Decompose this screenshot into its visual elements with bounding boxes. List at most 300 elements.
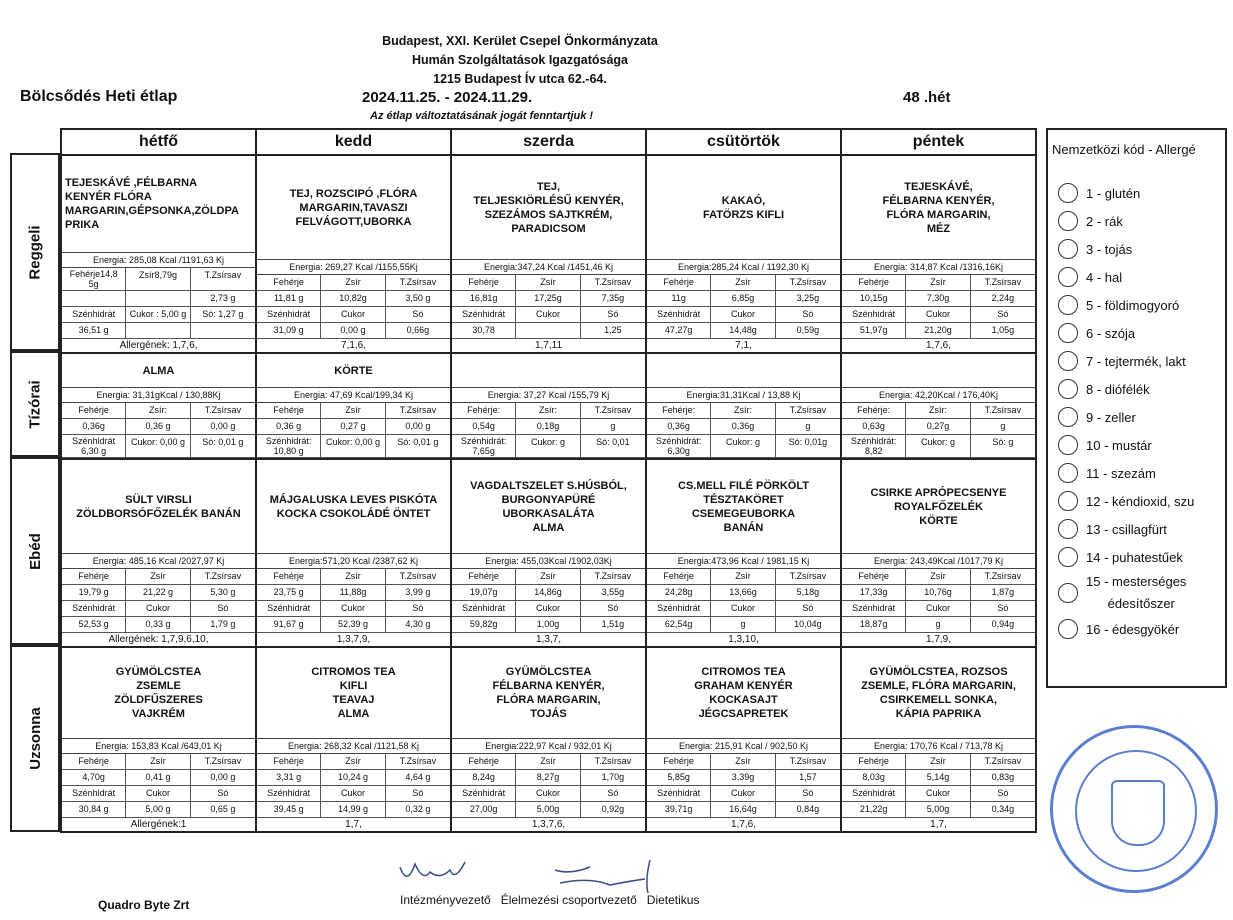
nutrition-value: Szénhidrát <box>62 601 126 617</box>
dish-name: KAKAÓ, FATÖRZS KIFLI <box>702 194 785 221</box>
nutrition-value: Só <box>581 786 645 802</box>
nutrition-value: T.Zsírsav <box>386 569 450 585</box>
nutrition-value: 51,97g <box>842 323 906 339</box>
allergen-list: 1,3,7, <box>535 634 562 645</box>
nutrition-grid <box>257 403 450 458</box>
org-line-3: 1215 Budapest Ív utca 62.-64. <box>433 72 607 86</box>
nutrition-value: 0,92g <box>581 802 645 818</box>
nutrition-value: 39,45 g <box>257 802 321 818</box>
nutrition-value: T.Zsírsav <box>581 403 645 419</box>
allergen-list: Allergének: 1,7,9,6,10, <box>108 634 209 645</box>
nutrition-value: 0,27 g <box>321 419 385 435</box>
allergen-list: Allergének: 1,7,6, <box>119 340 198 351</box>
nutrition-value: T.Zsírsav <box>191 569 255 585</box>
nutrition-value: Cukor <box>516 307 580 323</box>
nutrition-value: 0,41 g <box>126 770 190 786</box>
energy-value: Energia: 153,83 Kcal /643,01 Kj <box>62 738 255 754</box>
nutrition-value: Fehérje <box>257 569 321 585</box>
nutrition-value: Só: 0,01 g <box>386 435 450 458</box>
nutrition-value: 18,87g <box>842 617 906 633</box>
legend-item <box>1048 487 1225 515</box>
nutrition-value: 0,00 g <box>191 419 255 435</box>
nutrition-value: Fehérje14,8 5g <box>62 268 126 291</box>
allergen-list: Allergének:1 <box>130 819 187 830</box>
energy-value: Energia: 170,76 Kcal / 713,78 Kj <box>842 738 1035 754</box>
allergen-list: 1,7,11 <box>534 340 563 351</box>
nutrition-value: Cukor: 0,00 g <box>321 435 385 458</box>
nutrition-value: 0,65 g <box>191 802 255 818</box>
nutrition-value: Szénhidrát <box>452 601 516 617</box>
org-line-1: Budapest, XXI. Kerület Csepel Önkormányzata <box>382 34 658 48</box>
nutrition-value: Só <box>191 786 255 802</box>
nutrition-value <box>516 323 580 339</box>
official-stamp <box>1050 725 1218 893</box>
nutrition-value: 30,78 <box>452 323 516 339</box>
nutrition-value: 10,24 g <box>321 770 385 786</box>
nutrition-value: 2,24g <box>971 291 1035 307</box>
nutrition-value: Fehérje <box>257 275 321 291</box>
day-header-row <box>62 130 1035 156</box>
nutrition-grid <box>257 569 450 633</box>
nutrition-grid <box>62 754 255 818</box>
nutrition-value: 62,54g <box>647 617 711 633</box>
legend-label: 5 - földimogyoró <box>1086 297 1180 313</box>
nutrition-value: Zsír <box>906 569 970 585</box>
menu-cell-ebed-4 <box>842 460 1035 646</box>
legend-item <box>1048 291 1225 319</box>
nutrition-value: Só <box>191 601 255 617</box>
nutrition-value: 36,51 g <box>62 323 126 339</box>
menu-cell-tizorai-4 <box>842 354 1035 458</box>
nutrition-value: Cukor: 0,00 g <box>126 435 190 458</box>
nutrition-grid <box>62 403 255 458</box>
legend-label: 1 - glutén <box>1086 185 1141 201</box>
nutrition-value: Só <box>971 601 1035 617</box>
dish-name: TEJ, TELJESKIÖRLÉSŰ KENYÉR, SZEZÁMOS SAJTKRÉM, PARADICSOM <box>473 180 624 235</box>
nutrition-value: Cukor <box>321 307 385 323</box>
dish-name: ALMA <box>142 364 175 377</box>
nutrition-value: T.Zsírsav <box>581 754 645 770</box>
nutrition-value: Fehérje <box>452 754 516 770</box>
allergen-icon <box>1058 323 1078 343</box>
nutrition-value: g <box>776 419 840 435</box>
nutrition-value: 3,50 g <box>386 291 450 307</box>
legend-item <box>1048 207 1225 235</box>
menu-cell-reggeli-0 <box>62 156 257 352</box>
meal-row-reggeli <box>62 156 1035 354</box>
legend-label: 8 - diófélék <box>1086 381 1150 397</box>
nutrition-value: Fehérje <box>842 275 906 291</box>
nutrition-value: 4,64 g <box>386 770 450 786</box>
menu-cell-tizorai-1 <box>257 354 452 458</box>
nutrition-value: 52,53 g <box>62 617 126 633</box>
allergen-list: 1,7,6, <box>925 340 952 351</box>
nutrition-value: Zsír <box>711 569 775 585</box>
legend-item <box>1048 571 1225 615</box>
nutrition-value: 1,51g <box>581 617 645 633</box>
allergen-icon <box>1058 491 1078 511</box>
nutrition-value: Fehérje <box>257 754 321 770</box>
allergen-icon <box>1058 267 1078 287</box>
allergen-list: 1,3,7,6, <box>531 819 566 830</box>
legend-item <box>1048 431 1225 459</box>
menu-cell-uzsonna-2 <box>452 648 647 831</box>
allergen-list: 1,3,7,9, <box>336 634 371 645</box>
menu-cell-reggeli-2 <box>452 156 647 352</box>
nutrition-value: 0,59g <box>776 323 840 339</box>
nutrition-value: Só <box>776 786 840 802</box>
dish-name: CS.MELL FILÉ PÖRKÖLT TÉSZTAKÖRET CSEMEGEUBORKA BANÁN <box>678 479 809 534</box>
nutrition-grid <box>452 275 645 339</box>
dish-name: CITROMOS TEA KIFLI TEAVAJ ALMA <box>311 666 396 720</box>
legend-item <box>1048 319 1225 347</box>
nutrition-value: Cukor <box>516 786 580 802</box>
nutrition-value: Cukor <box>126 786 190 802</box>
nutrition-value: Szénhidrát <box>647 601 711 617</box>
nutrition-value: 1,70g <box>581 770 645 786</box>
legend-label: 16 - édesgyökér <box>1086 621 1180 637</box>
nutrition-value: 0,94g <box>971 617 1035 633</box>
nutrition-value: Szénhidrát <box>452 786 516 802</box>
nutrition-value: 19,07g <box>452 585 516 601</box>
nutrition-value: 0,27g <box>906 419 970 435</box>
nutrition-value: Szénhidrát: 8,82 <box>842 435 906 458</box>
dish-name: KÖRTE <box>334 364 373 377</box>
nutrition-value: 16,64g <box>711 802 775 818</box>
nutrition-value: 0,34g <box>971 802 1035 818</box>
nutrition-value: Zsír <box>906 754 970 770</box>
nutrition-value: Só <box>386 307 450 323</box>
nutrition-grid <box>647 754 840 818</box>
nutrition-value: 0,63g <box>842 419 906 435</box>
nutrition-value: T.Zsírsav <box>191 403 255 419</box>
energy-value: Energia: 31,31gKcal / 130,88Kj <box>62 387 255 403</box>
nutrition-value: 0,36g <box>711 419 775 435</box>
nutrition-value: 0,66g <box>386 323 450 339</box>
legend-label: 7 - tejtermék, lakt <box>1086 353 1186 369</box>
nutrition-value: 11,88g <box>321 585 385 601</box>
energy-value: Energia: 243,49Kcal /1017,79 Kj <box>842 553 1035 569</box>
signature-labels: Intézményvezető Élelmezési csoportvezető Dietetikus <box>400 893 700 907</box>
nutrition-value: Zsír <box>321 754 385 770</box>
nutrition-value: Fehérje <box>842 569 906 585</box>
nutrition-value: 16,81g <box>452 291 516 307</box>
allergen-icon <box>1058 519 1078 539</box>
nutrition-value: Cukor <box>516 601 580 617</box>
nutrition-value: Só <box>581 307 645 323</box>
nutrition-value: Zsír: <box>516 403 580 419</box>
nutrition-value: Szénhidrát <box>647 786 711 802</box>
energy-value: Energia:347,24 Kcal /1451,46 Kj <box>452 259 645 275</box>
nutrition-value: Zsír <box>126 754 190 770</box>
nutrition-value: Cukor <box>126 601 190 617</box>
nutrition-value: 19,79 g <box>62 585 126 601</box>
nutrition-value: Szénhidrát <box>452 307 516 323</box>
nutrition-value: Zsír <box>516 754 580 770</box>
dish-name: GYÜMÖLCSTEA FÉLBARNA KENYÉR, FLÓRA MARGARIN, TOJÁS <box>492 666 605 720</box>
nutrition-value: 17,33g <box>842 585 906 601</box>
legend-item <box>1048 375 1225 403</box>
allergen-list: 7,1, <box>735 340 752 351</box>
allergen-icon <box>1058 183 1078 203</box>
nutrition-value: 5,18g <box>776 585 840 601</box>
nutrition-value: 17,25g <box>516 291 580 307</box>
nutrition-value: g <box>906 617 970 633</box>
signature-2 <box>550 855 670 895</box>
nutrition-value: Cukor <box>321 601 385 617</box>
nutrition-value: T.Zsírsav <box>191 754 255 770</box>
week-number: 48 .hét <box>903 89 951 106</box>
day-wednesday: szerda <box>452 130 647 154</box>
nutrition-value: Só <box>776 307 840 323</box>
nutrition-value: Szénhidrát <box>62 786 126 802</box>
nutrition-value: 0,36g <box>62 419 126 435</box>
legend-item <box>1048 515 1225 543</box>
nutrition-value: 3,99 g <box>386 585 450 601</box>
nutrition-value: Cukor <box>321 786 385 802</box>
nutrition-value: 7,30g <box>906 291 970 307</box>
nutrition-value: 5,00g <box>906 802 970 818</box>
menu-cell-uzsonna-1 <box>257 648 452 831</box>
energy-value: Energia: 47,69 Kcal/199,34 Kj <box>257 387 450 403</box>
nutrition-value: g <box>971 419 1035 435</box>
nutrition-value: 1,00g <box>516 617 580 633</box>
nutrition-value: Szénhidrát <box>257 307 321 323</box>
nutrition-value: 10,76g <box>906 585 970 601</box>
menu-cell-uzsonna-4 <box>842 648 1035 831</box>
nutrition-value: Zsír <box>711 754 775 770</box>
energy-value: Energia:222,97 Kcal / 932,01 Kj <box>452 738 645 754</box>
nutrition-value: 6,85g <box>711 291 775 307</box>
menu-cell-reggeli-1 <box>257 156 452 352</box>
menu-cell-ebed-3 <box>647 460 842 646</box>
nutrition-value: Cukor : 5,00 g <box>126 307 190 323</box>
menu-cell-ebed-0 <box>62 460 257 646</box>
nutrition-value: 11g <box>647 291 711 307</box>
meal-label-uzsonna: Uzsonna <box>10 645 60 832</box>
nutrition-value: Fehérje <box>257 403 321 419</box>
nutrition-value: T.Zsírsav <box>776 754 840 770</box>
nutrition-value: 4,30 g <box>386 617 450 633</box>
nutrition-value: 1,87g <box>971 585 1035 601</box>
nutrition-value: 13,66g <box>711 585 775 601</box>
nutrition-grid <box>257 754 450 818</box>
nutrition-value: Zsír <box>321 569 385 585</box>
allergen-icon <box>1058 583 1078 603</box>
allergen-list: 1,3,10, <box>728 634 759 645</box>
menu-cell-uzsonna-3 <box>647 648 842 831</box>
legend-item <box>1048 403 1225 431</box>
nutrition-value: Só: g <box>971 435 1035 458</box>
energy-value: Energia:285,24 Kcal / 1192,30 Kj <box>647 259 840 275</box>
energy-value: Energia:571,20 Kcal /2387,62 Kj <box>257 553 450 569</box>
nutrition-value: 3,25g <box>776 291 840 307</box>
company-name: Quadro Byte Zrt <box>98 898 190 912</box>
nutrition-value: 14,86g <box>516 585 580 601</box>
legend-label: 15 - mesterséges édesítőszer <box>1086 574 1187 611</box>
nutrition-value: Zsír: <box>711 403 775 419</box>
nutrition-value: Fehérje <box>647 275 711 291</box>
nutrition-value: Szénhidrát 6,30 g <box>62 435 126 458</box>
nutrition-grid <box>257 275 450 339</box>
dish-name: MÁJGALUSKA LEVES PISKÓTA KOCKA CSOKOLÁDÉ ÖNTET <box>269 493 438 520</box>
energy-value: Energia: 314,87 Kcal /1316,16Kj <box>842 259 1035 275</box>
nutrition-value: Szénhidrát: 6,30g <box>647 435 711 458</box>
nutrition-value: Só <box>386 786 450 802</box>
nutrition-value: 5,00g <box>516 802 580 818</box>
legend-label: 10 - mustár <box>1086 437 1152 453</box>
nutrition-value: 59,82g <box>452 617 516 633</box>
dish-name: GYÜMÖLCSTEA ZSEMLE ZÖLDFŰSZERES VAJKRÉM <box>114 666 203 720</box>
legend-title: Nemzetközi kód - Allergé <box>1052 142 1196 157</box>
nutrition-grid <box>62 268 255 339</box>
meal-label-reggeli: Reggeli <box>10 153 60 351</box>
nutrition-value: Só: 0,01 <box>581 435 645 458</box>
nutrition-grid <box>452 754 645 818</box>
nutrition-value: Fehérje <box>62 754 126 770</box>
legend-label: 4 - hal <box>1086 269 1123 285</box>
dish-name <box>842 354 1035 387</box>
nutrition-grid <box>647 275 840 339</box>
nutrition-value: Szénhidrát <box>842 786 906 802</box>
nutrition-value: 31,09 g <box>257 323 321 339</box>
nutrition-grid <box>647 403 840 458</box>
date-range: 2024.11.25. - 2024.11.29. <box>362 89 533 106</box>
dish-name: TEJ, ROZSCIPÓ ,FLÓRA MARGARIN,TAVASZI FELVÁGOTT,UBORKA <box>289 187 418 228</box>
allergen-list: 1,7,9, <box>925 634 952 645</box>
nutrition-value: 14,99 g <box>321 802 385 818</box>
nutrition-value: T.Zsírsav <box>776 275 840 291</box>
nutrition-value: 21,20g <box>906 323 970 339</box>
nutrition-value: T.Zsírsav <box>386 275 450 291</box>
coat-of-arms-icon <box>1111 780 1165 846</box>
allergen-list: 1,7, <box>345 819 362 830</box>
nutrition-value: Só <box>386 601 450 617</box>
nutrition-value: 0,36g <box>647 419 711 435</box>
nutrition-value: 0,00 g <box>191 770 255 786</box>
nutrition-value: T.Zsírsav <box>191 268 255 291</box>
nutrition-value: Szénhidrát <box>257 601 321 617</box>
dish-name: SÜLT VIRSLI ZÖLDBORSÓFŐZELÉK BANÁN <box>76 493 241 520</box>
nutrition-value: Só <box>776 601 840 617</box>
energy-value: Energia:31,31Kcal / 13,88 Kj <box>647 387 840 403</box>
day-friday: péntek <box>912 133 965 150</box>
dish-name: CITROMOS TEA GRAHAM KENYÉR KOCKASAJT JÉGCSAPRETEK <box>694 666 793 720</box>
legend-item <box>1048 459 1225 487</box>
allergen-icon <box>1058 435 1078 455</box>
nutrition-value: 0,00 g <box>386 419 450 435</box>
nutrition-value: Cukor <box>906 307 970 323</box>
nutrition-value: Zsír: <box>126 403 190 419</box>
nutrition-value: T.Zsírsav <box>776 569 840 585</box>
meal-label-ebed: Ebéd <box>10 457 60 645</box>
menu-cell-reggeli-4 <box>842 156 1035 352</box>
nutrition-value: 10,04g <box>776 617 840 633</box>
nutrition-value: Só <box>971 307 1035 323</box>
nutrition-value: 1,05g <box>971 323 1035 339</box>
nutrition-value: Só <box>971 786 1035 802</box>
nutrition-value: T.Zsírsav <box>581 275 645 291</box>
legend-label: 11 - szezám <box>1086 465 1156 481</box>
nutrition-value: 1,79 g <box>191 617 255 633</box>
dish-name: TEJESKÁVÉ ,FÉLBARNA KENYÉR FLÓRA MARGARIN,GÉPSONKA,ZÖLDPA PRIKA <box>65 177 239 231</box>
nutrition-value: 4,70g <box>62 770 126 786</box>
energy-value: Energia: 269,27 Kcal /1155,55Kj <box>257 259 450 275</box>
nutrition-value: 21,22g <box>842 802 906 818</box>
nutrition-value: Fehérje <box>62 569 126 585</box>
nutrition-value: Szénhidrát <box>62 307 126 323</box>
org-line-2: Humán Szolgáltatások Igazgatósága <box>411 53 629 67</box>
allergen-icon <box>1058 407 1078 427</box>
nutrition-value: Zsír: <box>906 403 970 419</box>
nutrition-value: T.Zsírsav <box>386 403 450 419</box>
nutrition-value: Szénhidrát <box>842 601 906 617</box>
doc-title: Bölcsődés Heti étlap <box>20 88 178 105</box>
nutrition-value: 10,15g <box>842 291 906 307</box>
allergen-legend <box>1046 128 1227 688</box>
nutrition-grid <box>452 569 645 633</box>
menu-cell-tizorai-0 <box>62 354 257 458</box>
nutrition-value: Szénhidrát <box>257 786 321 802</box>
meal-row-tizorai <box>62 354 1035 460</box>
nutrition-value: Zsír <box>711 275 775 291</box>
energy-value: Energia: 37,27 Kcal /155,79 Kj <box>452 387 645 403</box>
nutrition-value: 27,00g <box>452 802 516 818</box>
energy-value: Energia: 485,16 Kcal /2027,97 Kj <box>62 553 255 569</box>
legend-item <box>1048 347 1225 375</box>
nutrition-value: Zsír <box>321 403 385 419</box>
nutrition-value: Cukor: g <box>906 435 970 458</box>
nutrition-value: Zsír <box>321 275 385 291</box>
legend-item <box>1048 543 1225 571</box>
allergen-icon <box>1058 547 1078 567</box>
nutrition-value: T.Zsírsav <box>776 403 840 419</box>
dish-name: CSIRKE APRÓPECSENYE ROYALFŐZELÉK KÖRTE <box>870 486 1007 527</box>
energy-value: Energia: 285,08 Kcal /1191,63 Kj <box>62 252 255 268</box>
legend-label: 12 - kéndioxid, szu <box>1086 493 1195 509</box>
nutrition-value: Cukor <box>711 307 775 323</box>
nutrition-value: 14,48g <box>711 323 775 339</box>
day-tuesday: kedd <box>257 130 452 154</box>
weekly-menu-table <box>60 128 1037 833</box>
nutrition-value: 23,75 g <box>257 585 321 601</box>
meal-row-uzsonna <box>62 648 1035 831</box>
signature-1 <box>395 852 475 892</box>
allergen-icon <box>1058 211 1078 231</box>
nutrition-value <box>191 323 255 339</box>
nutrition-value: Zsír <box>126 569 190 585</box>
allergen-icon <box>1058 619 1078 639</box>
day-thursday: csütörtök <box>647 130 842 154</box>
nutrition-value: Zsír <box>906 275 970 291</box>
nutrition-grid <box>842 569 1035 633</box>
nutrition-value: Cukor <box>711 786 775 802</box>
nutrition-value: Szénhidrát: 7,65g <box>452 435 516 458</box>
nutrition-value: 8,27g <box>516 770 580 786</box>
dish-name: TEJESKÁVÉ, FÉLBARNA KENYÉR, FLÓRA MARGARIN, MÉZ <box>882 180 995 235</box>
nutrition-grid <box>842 275 1035 339</box>
nutrition-value: 91,67 g <box>257 617 321 633</box>
allergen-icon <box>1058 239 1078 259</box>
legend-item <box>1048 179 1225 207</box>
menu-cell-ebed-2 <box>452 460 647 646</box>
legend-item <box>1048 263 1225 291</box>
nutrition-value: Cukor <box>906 786 970 802</box>
nutrition-value: 8,24g <box>452 770 516 786</box>
nutrition-value: Szénhidrát: 10,80 g <box>257 435 321 458</box>
nutrition-value: 5,85g <box>647 770 711 786</box>
nutrition-value: 39,71g <box>647 802 711 818</box>
